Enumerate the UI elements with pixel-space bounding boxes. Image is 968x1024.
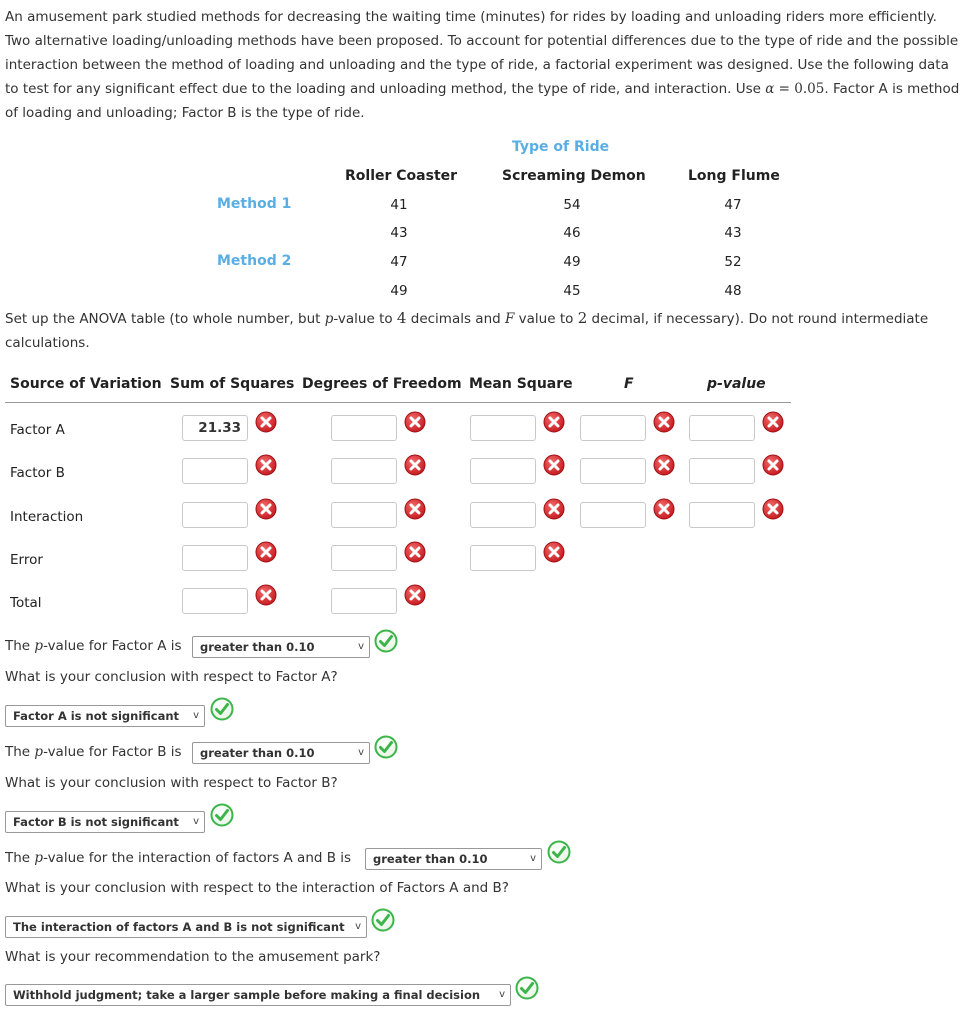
correct-icon [374, 629, 398, 653]
df-error-input[interactable] [331, 545, 397, 571]
data-cell: 47 [724, 197, 742, 213]
chevron-down-icon: v [358, 641, 364, 652]
df-total-input[interactable] [331, 588, 397, 614]
conclusion-factor-b-select[interactable]: Factor B is not significant v [5, 811, 205, 833]
pvalue-factor-a-prompt: The p-value for Factor A is [5, 638, 182, 654]
ms-factor-a-input[interactable] [470, 415, 536, 441]
problem-statement: An amusement park studied methods for decreasing the waiting time (minutes) for rides by loading and unloading riders more efficiently. Two alternative loading/unloading methods have been proposed. To account for potential differences due to the type of ride and the possible interaction between the method of loading and unloading and the type of ride, a factorial experiment was designed. Use the following data to test for any significant effect due to the loading and unloading method, the type of ride, and interaction. Use α = 0.05. Factor A is method of loading and unloading; Factor B is the type of ride. [5, 9, 960, 121]
data-cell: 49 [390, 283, 408, 299]
incorrect-icon [255, 541, 277, 563]
p-factor-a-input[interactable] [689, 415, 755, 441]
col-roller-coaster: Roller Coaster [345, 168, 458, 184]
data-cell: 47 [390, 254, 408, 270]
method-2-label: Method 2 [217, 253, 292, 269]
header-f: F [624, 376, 634, 392]
row-label-interaction: Interaction [10, 509, 84, 525]
incorrect-icon [543, 498, 565, 520]
df-factor-a-input[interactable] [331, 415, 397, 441]
df-interaction-input[interactable] [331, 502, 397, 528]
ss-error-input[interactable] [182, 545, 248, 571]
method-1-label: Method 1 [217, 196, 292, 212]
p-factor-b-input[interactable] [689, 458, 755, 484]
chevron-down-icon: v [355, 921, 361, 932]
ss-total-input[interactable] [182, 588, 248, 614]
incorrect-icon [653, 411, 675, 433]
correct-icon [515, 976, 539, 1000]
chevron-down-icon: v [530, 853, 536, 864]
ss-interaction-input[interactable] [182, 502, 248, 528]
correct-icon [210, 697, 234, 721]
chevron-down-icon: v [499, 989, 505, 1000]
data-cell: 49 [563, 254, 581, 270]
incorrect-icon [404, 584, 426, 606]
pvalue-interaction-prompt: The p-value for the interaction of factors A and B is [5, 850, 352, 866]
correct-icon [371, 908, 395, 932]
header-source: Source of Variation [10, 376, 162, 392]
row-label-factor-a: Factor A [10, 422, 65, 438]
chevron-down-icon: v [193, 710, 199, 721]
f-factor-b-input[interactable] [580, 458, 646, 484]
incorrect-icon [404, 411, 426, 433]
incorrect-icon [762, 411, 784, 433]
incorrect-icon [255, 584, 277, 606]
incorrect-icon [255, 454, 277, 476]
conclusion-factor-a-prompt: What is your conclusion with respect to Factor A? [5, 669, 338, 685]
conclusion-interaction-prompt: What is your conclusion with respect to the interaction of Factors A and B? [5, 880, 509, 896]
col-long-flume: Long Flume [688, 168, 780, 184]
correct-icon [374, 735, 398, 759]
data-cell: 43 [724, 225, 742, 241]
header-sum-of-squares: Sum of Squares [170, 376, 295, 392]
row-label-factor-b: Factor B [10, 465, 65, 481]
incorrect-icon [404, 454, 426, 476]
pvalue-factor-b-select[interactable]: greater than 0.10 v [192, 742, 370, 764]
type-of-ride-header: Type of Ride [512, 139, 610, 155]
header-p-value: p-value [707, 376, 766, 392]
incorrect-icon [653, 498, 675, 520]
header-rule [5, 402, 791, 403]
anova-instructions: Set up the ANOVA table (to whole number, but p-value to 4 decimals and F value to 2 decimal, if necessary). Do not round intermediate calculations. [5, 309, 929, 351]
ms-factor-b-input[interactable] [470, 458, 536, 484]
data-cell: 43 [390, 225, 408, 241]
incorrect-icon [543, 541, 565, 563]
chevron-down-icon: v [358, 747, 364, 758]
row-label-error: Error [10, 552, 43, 568]
chevron-down-icon: v [193, 816, 199, 827]
data-cell: 45 [563, 283, 581, 299]
f-interaction-input[interactable] [580, 502, 646, 528]
ss-factor-a-input[interactable]: 21.33 [182, 415, 248, 441]
ms-interaction-input[interactable] [470, 502, 536, 528]
conclusion-factor-b-prompt: What is your conclusion with respect to Factor B? [5, 775, 338, 791]
incorrect-icon [404, 498, 426, 520]
incorrect-icon [255, 498, 277, 520]
conclusion-interaction-select[interactable]: The interaction of factors A and B is not significant v [5, 916, 367, 938]
incorrect-icon [255, 411, 277, 433]
conclusion-factor-a-select[interactable]: Factor A is not significant v [5, 705, 205, 727]
data-cell: 41 [390, 197, 408, 213]
incorrect-icon [762, 498, 784, 520]
p-interaction-input[interactable] [689, 502, 755, 528]
correct-icon [547, 840, 571, 864]
pvalue-factor-b-prompt: The p-value for Factor B is [5, 744, 182, 760]
data-cell: 52 [724, 254, 742, 270]
ss-factor-b-input[interactable] [182, 458, 248, 484]
data-cell: 48 [724, 283, 742, 299]
data-cell: 46 [563, 225, 581, 241]
incorrect-icon [404, 541, 426, 563]
ms-error-input[interactable] [470, 545, 536, 571]
col-screaming-demon: Screaming Demon [502, 168, 646, 184]
incorrect-icon [653, 454, 675, 476]
pvalue-interaction-select[interactable]: greater than 0.10 v [365, 848, 542, 870]
incorrect-icon [543, 454, 565, 476]
incorrect-icon [543, 411, 565, 433]
header-degrees-of-freedom: Degrees of Freedom [302, 376, 462, 392]
data-cell: 54 [563, 197, 581, 213]
recommendation-prompt: What is your recommendation to the amusement park? [5, 949, 381, 965]
recommendation-select[interactable]: Withhold judgment; take a larger sample before making a final decision v [5, 984, 511, 1006]
incorrect-icon [762, 454, 784, 476]
pvalue-factor-a-select[interactable]: greater than 0.10 v [192, 636, 370, 658]
header-mean-square: Mean Square [469, 376, 573, 392]
correct-icon [210, 803, 234, 827]
row-label-total: Total [10, 595, 42, 611]
f-factor-a-input[interactable] [580, 415, 646, 441]
df-factor-b-input[interactable] [331, 458, 397, 484]
